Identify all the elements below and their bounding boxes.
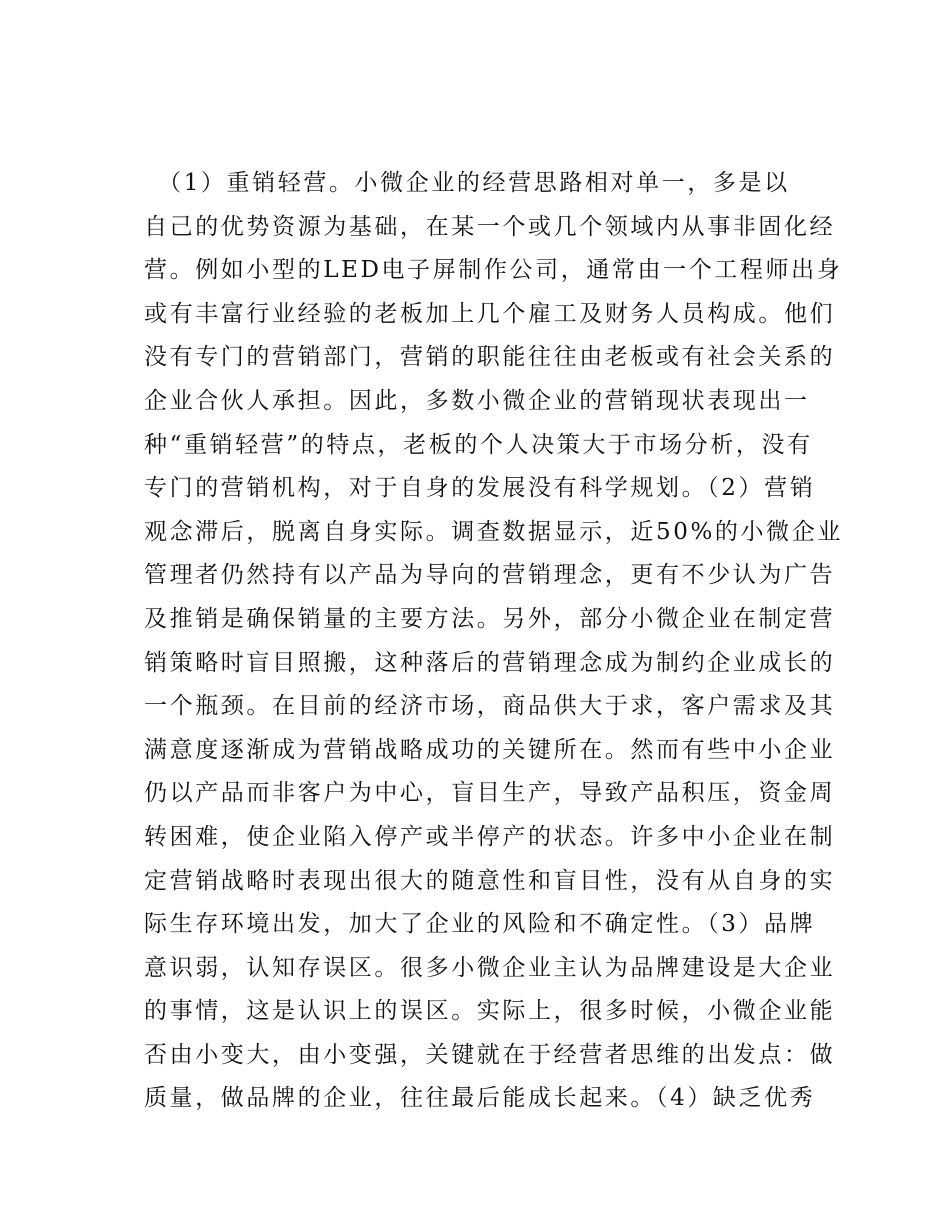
text-line: 定营销战略时表现出很大的随意性和盲目性，没有从自身的实 bbox=[144, 867, 836, 894]
text-line: 管理者仍然持有以产品为导向的营销理念，更有不少认为广告 bbox=[144, 562, 836, 589]
text-line: 企业合伙人承担。因此，多数小微企业的营销现状表现出一 bbox=[144, 387, 810, 414]
text-line: 满意度逐渐成为营销战略成功的关键所在。然而有些中小企业 bbox=[144, 736, 836, 763]
body-paragraph bbox=[144, 162, 843, 1121]
text-line: 自己的优势资源为基础，在某一个或几个领域内从事非固化经 bbox=[144, 213, 836, 240]
text-line: 意识弱，认知存误区。很多小微企业主认为品牌建设是大企业 bbox=[144, 954, 836, 981]
text-line: 销策略时盲目照搬，这种落后的营销理念成为制约企业成长的 bbox=[144, 649, 836, 676]
text-line: 观念滞后，脱离自身实际。调查数据显示，近50%的小微企业 bbox=[144, 518, 843, 545]
text-line: 否由小变大，由小变强，关键就在于经营者思维的出发点：做 bbox=[144, 1041, 836, 1068]
text-line: 仍以产品而非客户为中心，盲目生产，导致产品积压，资金周 bbox=[144, 780, 836, 807]
text-line: 专门的营销机构，对于自身的发展没有科学规划。（2）营销 bbox=[144, 475, 816, 502]
text-line: 一个瓶颈。在目前的经济市场，商品供大于求，客户需求及其 bbox=[144, 693, 836, 720]
text-line: 没有专门的营销部门，营销的职能往往由老板或有社会关系的 bbox=[144, 344, 836, 371]
text-line: 际生存环境出发，加大了企业的风险和不确定性。（3）品牌 bbox=[144, 911, 816, 938]
text-line: 种“重销轻营”的特点，老板的个人决策大于市场分析，没有 bbox=[144, 431, 813, 458]
text-line: （1）重销轻营。小微企业的经营思路相对单一，多是以 bbox=[144, 170, 790, 196]
text-line: 及推销是确保销量的主要方法。另外，部分小微企业在制定营 bbox=[144, 605, 836, 632]
text-line: 营。例如小型的LED电子屏制作公司，通常由一个工程师出身 bbox=[144, 257, 843, 284]
text-line: 转困难，使企业陷入停产或半停产的状态。许多中小企业在制 bbox=[144, 823, 836, 850]
text-line: 质量，做品牌的企业，往往最后能成长起来。（4）缺乏优秀 bbox=[144, 1085, 816, 1112]
text-line: 的事情，这是认识上的误区。实际上，很多时候，小微企业能 bbox=[144, 998, 836, 1025]
text-line: 或有丰富行业经验的老板加上几个雇工及财务人员构成。他们 bbox=[144, 300, 836, 327]
